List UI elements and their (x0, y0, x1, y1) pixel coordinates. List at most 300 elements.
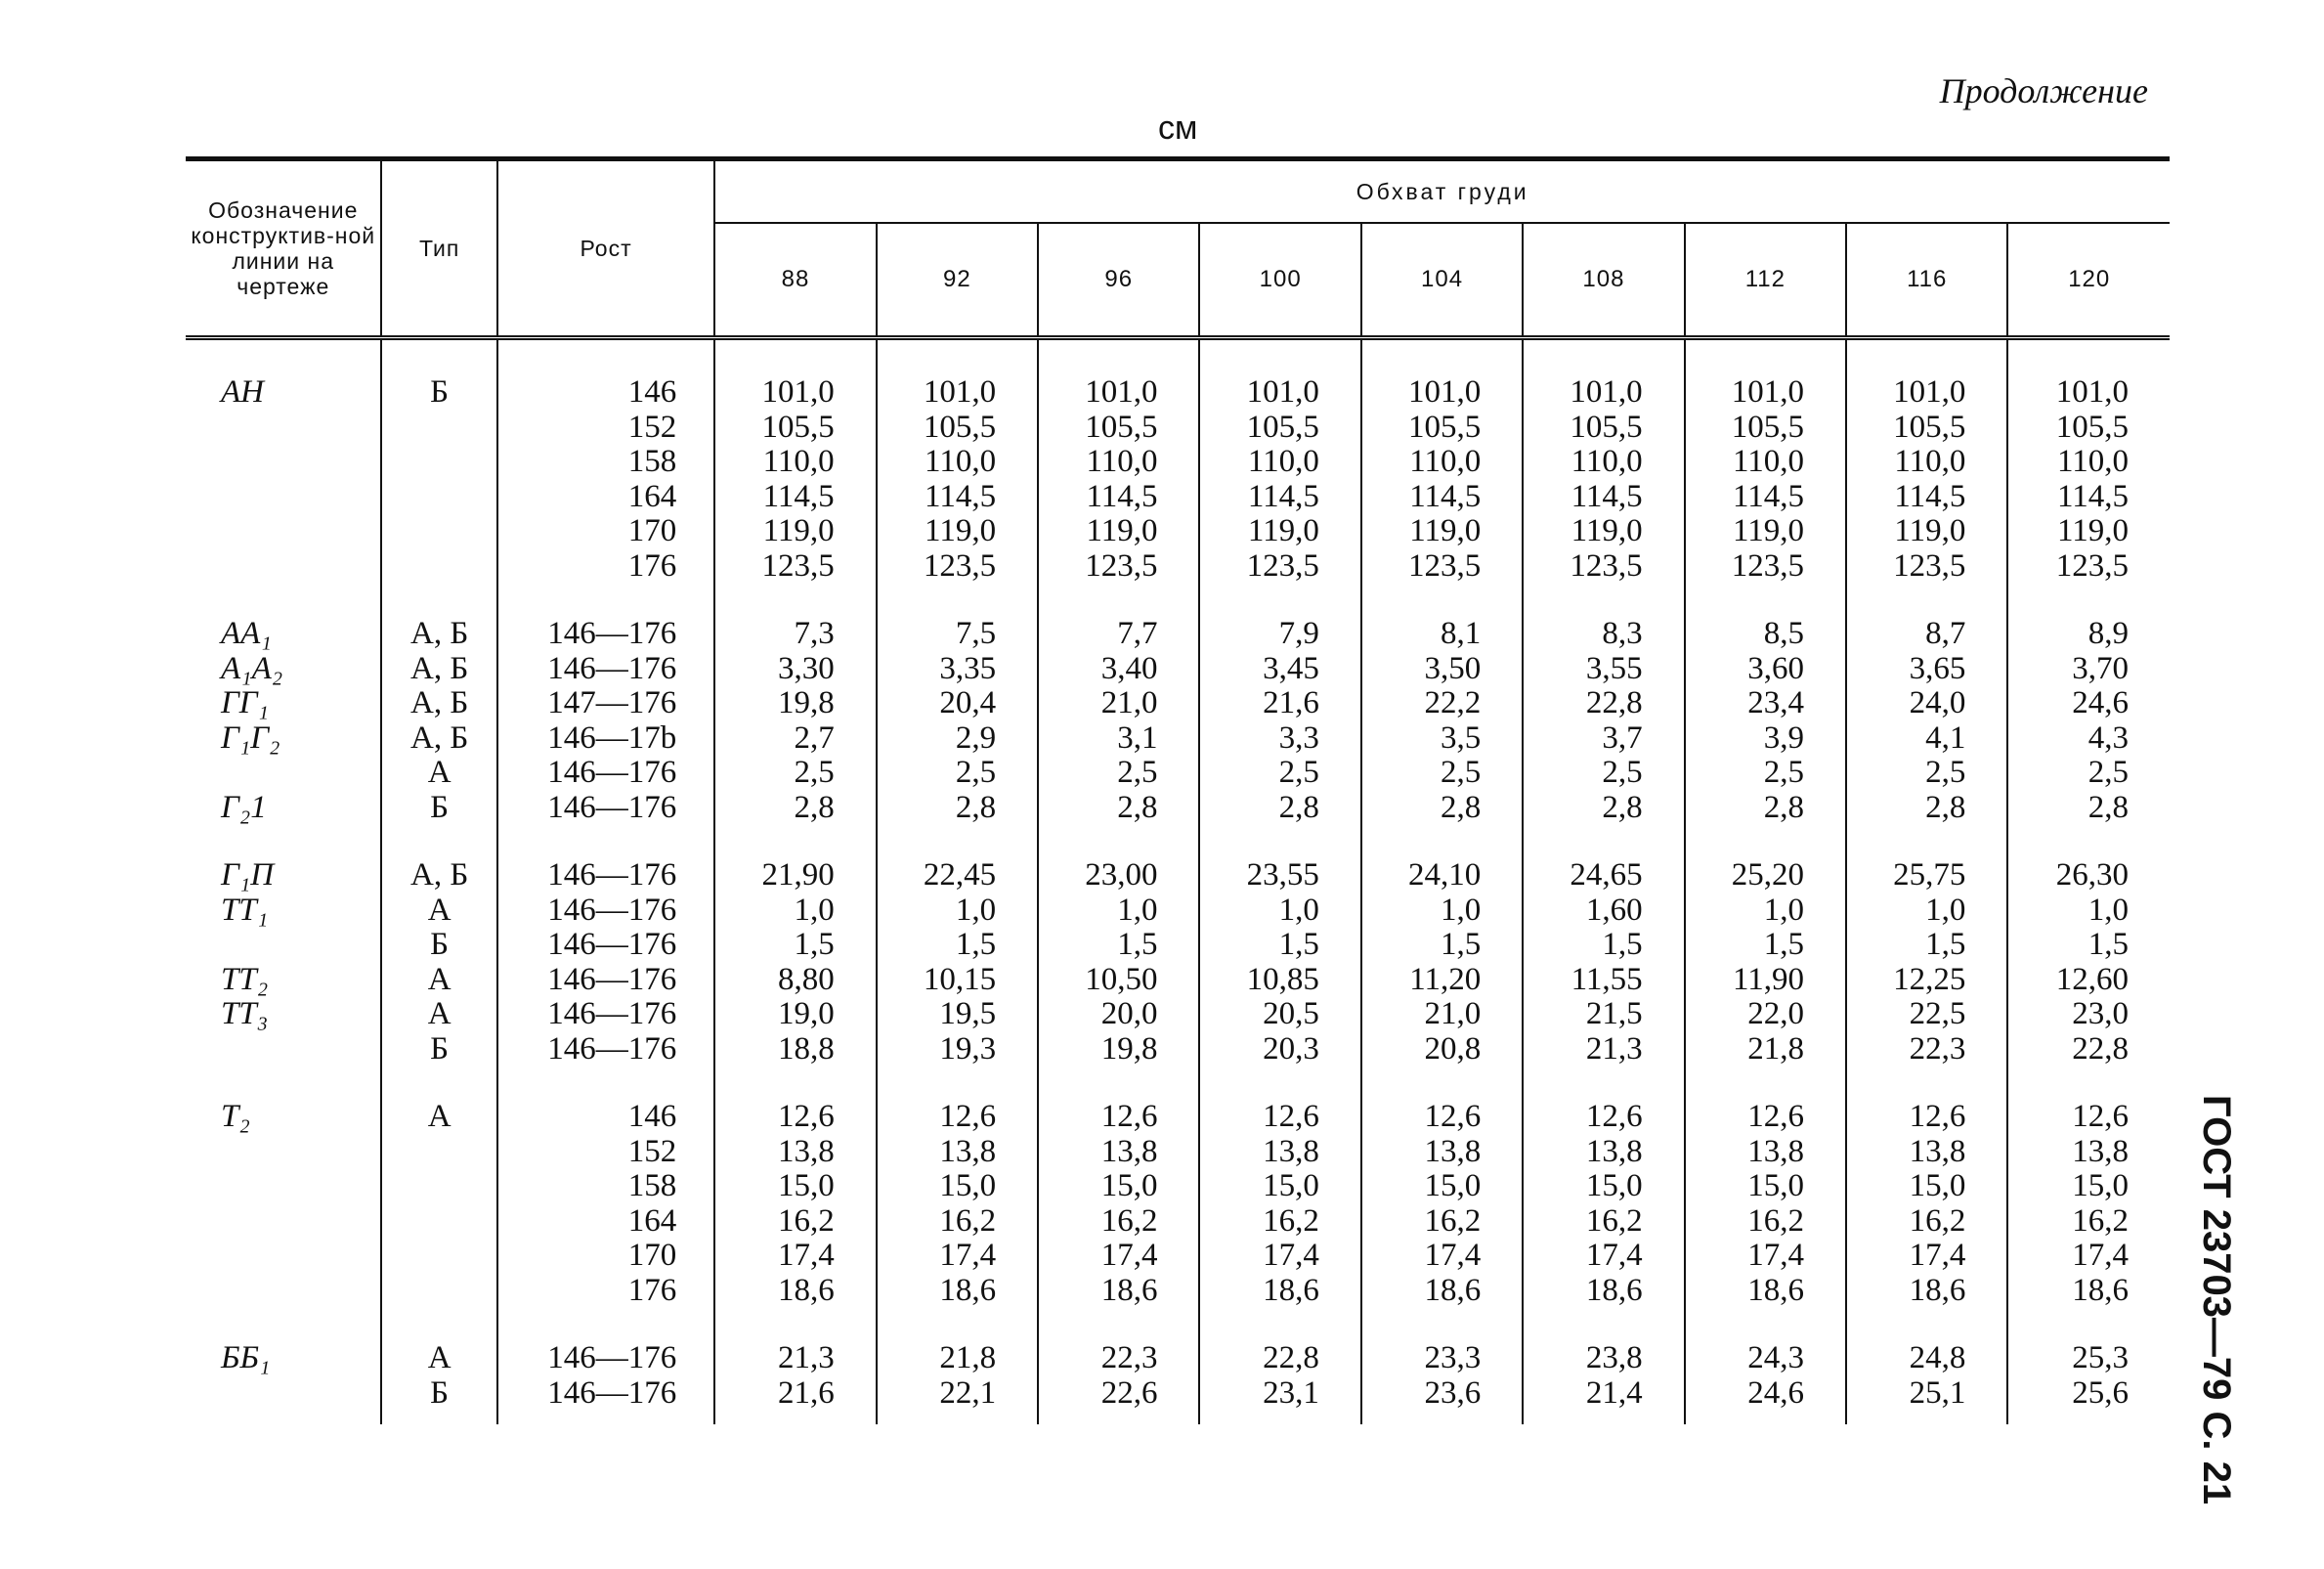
header-type: Тип (381, 159, 496, 338)
cell-height: 158 (497, 445, 715, 480)
cell-value: 1,5 (714, 928, 876, 963)
cell-height: 146—176 (497, 893, 715, 929)
cell-type: Б (381, 928, 496, 963)
cell-value: 22,6 (1038, 1376, 1199, 1425)
cell-value: 110,0 (2007, 445, 2170, 480)
cell-value: 13,8 (1361, 1135, 1523, 1170)
cell-value: 110,0 (1361, 445, 1523, 480)
cell-height: 176 (497, 1274, 715, 1309)
table-row (186, 791, 2170, 826)
table-row (186, 893, 2170, 929)
cell-value: 119,0 (1523, 514, 1684, 549)
cell-type (381, 1274, 496, 1309)
cell-value: 1,0 (877, 893, 1038, 929)
cell-value: 20,4 (877, 686, 1038, 721)
cell-value: 123,5 (1038, 549, 1199, 585)
header-line-designation: Обозначение конструктив-ной линии на чертеже (186, 159, 381, 338)
cell-value: 23,0 (2007, 997, 2170, 1032)
cell-value: 2,9 (877, 721, 1038, 757)
cell-value: 17,4 (1685, 1239, 1846, 1274)
cell-value: 119,0 (2007, 514, 2170, 549)
cell-value: 16,2 (714, 1204, 876, 1240)
cell-value: 21,8 (877, 1308, 1038, 1376)
cell-value: 1,5 (1361, 928, 1523, 963)
cell-value: 24,65 (1523, 825, 1684, 893)
cell-value: 110,0 (714, 445, 876, 480)
cell-value: 20,8 (1361, 1032, 1523, 1068)
cell-type (381, 445, 496, 480)
cell-value: 19,8 (714, 686, 876, 721)
cell-value: 3,7 (1523, 721, 1684, 757)
table-row (186, 1308, 2170, 1376)
cell-line-designation: А₁А₂ (221, 650, 283, 686)
cell-type: Б (381, 1376, 496, 1425)
cell-value: 8,80 (714, 963, 876, 998)
cell-line-designation (186, 445, 381, 480)
cell-value: 18,6 (714, 1274, 876, 1309)
cell-value: 119,0 (1846, 514, 2007, 549)
cell-value: 22,3 (1846, 1032, 2007, 1068)
cell-type: А, Б (381, 721, 496, 757)
cell-height: 164 (497, 480, 715, 515)
cell-value: 15,0 (1846, 1169, 2007, 1204)
cell-value: 119,0 (1038, 514, 1199, 549)
cell-value: 101,0 (1523, 338, 1684, 411)
cell-value: 26,30 (2007, 825, 2170, 893)
cell-value: 8,7 (1846, 584, 2007, 652)
cell-height: 146—176 (497, 928, 715, 963)
table-row (186, 480, 2170, 515)
cell-line-designation (186, 1204, 381, 1240)
cell-value: 1,5 (1523, 928, 1684, 963)
cell-value: 15,0 (1038, 1169, 1199, 1204)
cell-line-designation: ББ₁ (221, 1340, 271, 1375)
cell-height: 146—176 (497, 997, 715, 1032)
table-row (186, 1274, 2170, 1309)
cell-value: 12,6 (1038, 1067, 1199, 1135)
cell-type: Б (381, 791, 496, 826)
cell-value: 2,8 (2007, 791, 2170, 826)
header-chest-size: 108 (1523, 223, 1684, 338)
header-height: Рост (497, 159, 715, 338)
cell-value: 7,3 (714, 584, 876, 652)
cell-type: Б (381, 1032, 496, 1068)
cell-value: 7,9 (1199, 584, 1360, 652)
cell-height: 146—176 (497, 1376, 715, 1425)
cell-value: 101,0 (1685, 338, 1846, 411)
cell-value: 123,5 (1199, 549, 1360, 585)
cell-value: 16,2 (877, 1204, 1038, 1240)
cell-value: 15,0 (1523, 1169, 1684, 1204)
cell-value: 20,0 (1038, 997, 1199, 1032)
header-chest-size: 120 (2007, 223, 2170, 338)
cell-value: 21,5 (1523, 997, 1684, 1032)
cell-type: А (381, 997, 496, 1032)
table-row (186, 997, 2170, 1032)
cell-value: 101,0 (1199, 338, 1360, 411)
cell-value: 4,1 (1846, 721, 2007, 757)
cell-value: 105,5 (1038, 411, 1199, 446)
cell-value: 18,6 (1685, 1274, 1846, 1309)
cell-value: 101,0 (714, 338, 876, 411)
cell-type: А (381, 1067, 496, 1135)
cell-value: 2,5 (2007, 756, 2170, 791)
measurements-table (186, 156, 2170, 1424)
cell-value: 1,0 (1038, 893, 1199, 929)
cell-value: 10,85 (1199, 963, 1360, 998)
cell-value: 24,0 (1846, 686, 2007, 721)
cell-value: 12,6 (714, 1067, 876, 1135)
cell-type: А, Б (381, 652, 496, 687)
cell-value: 23,1 (1199, 1376, 1360, 1425)
cell-value: 24,3 (1685, 1308, 1846, 1376)
header-chest-girth: Обхват груди (714, 159, 2170, 224)
cell-value: 123,5 (1361, 549, 1523, 585)
cell-value: 114,5 (1199, 480, 1360, 515)
cell-value: 16,2 (1361, 1204, 1523, 1240)
cell-value: 16,2 (1846, 1204, 2007, 1240)
cell-value: 15,0 (1685, 1169, 1846, 1204)
cell-value: 114,5 (1523, 480, 1684, 515)
table-row (186, 514, 2170, 549)
cell-value: 13,8 (2007, 1135, 2170, 1170)
cell-value: 17,4 (1199, 1239, 1360, 1274)
table-row (186, 584, 2170, 652)
header-chest-size: 116 (1846, 223, 2007, 338)
cell-value: 3,30 (714, 652, 876, 687)
cell-value: 21,8 (1685, 1032, 1846, 1068)
cell-value: 1,60 (1523, 893, 1684, 929)
cell-value: 1,0 (1199, 893, 1360, 929)
table-row (186, 1376, 2170, 1425)
cell-value: 16,2 (1199, 1204, 1360, 1240)
cell-value: 25,6 (2007, 1376, 2170, 1425)
cell-line-designation: АН (221, 374, 264, 410)
cell-value: 24,6 (2007, 686, 2170, 721)
cell-value: 3,45 (1199, 652, 1360, 687)
cell-value: 18,6 (1038, 1274, 1199, 1309)
cell-value: 110,0 (1199, 445, 1360, 480)
cell-value: 25,1 (1846, 1376, 2007, 1425)
cell-value: 119,0 (877, 514, 1038, 549)
table-row (186, 411, 2170, 446)
cell-value: 7,7 (1038, 584, 1199, 652)
cell-value: 1,0 (1361, 893, 1523, 929)
table-row (186, 686, 2170, 721)
cell-height: 152 (497, 1135, 715, 1170)
cell-value: 114,5 (1846, 480, 2007, 515)
cell-value: 16,2 (1523, 1204, 1684, 1240)
cell-value: 22,8 (1523, 686, 1684, 721)
cell-type: А, Б (381, 584, 496, 652)
cell-height: 146—176 (497, 963, 715, 998)
cell-type: А (381, 756, 496, 791)
cell-value: 18,8 (714, 1032, 876, 1068)
cell-value: 1,5 (2007, 928, 2170, 963)
cell-value: 105,5 (1199, 411, 1360, 446)
cell-value: 101,0 (1846, 338, 2007, 411)
table-row (186, 756, 2170, 791)
cell-value: 22,3 (1038, 1308, 1199, 1376)
cell-height: 146—17b (497, 721, 715, 757)
cell-line-designation: ГГ₁ (221, 685, 270, 720)
table-row (186, 825, 2170, 893)
table-row (186, 963, 2170, 998)
cell-type: А (381, 1308, 496, 1376)
cell-value: 123,5 (877, 549, 1038, 585)
cell-value: 8,1 (1361, 584, 1523, 652)
table-row (186, 1239, 2170, 1274)
cell-value: 4,3 (2007, 721, 2170, 757)
cell-height: 146—176 (497, 584, 715, 652)
cell-value: 17,4 (2007, 1239, 2170, 1274)
cell-value: 12,6 (2007, 1067, 2170, 1135)
cell-value: 114,5 (1361, 480, 1523, 515)
table-row (186, 721, 2170, 757)
cell-value: 3,50 (1361, 652, 1523, 687)
cell-type: Б (381, 338, 496, 411)
header-chest-size: 104 (1361, 223, 1523, 338)
cell-value: 110,0 (1846, 445, 2007, 480)
cell-line-designation (186, 411, 381, 446)
cell-value: 110,0 (877, 445, 1038, 480)
table-row (186, 652, 2170, 687)
table-row (186, 338, 2170, 411)
cell-line-designation (186, 1274, 381, 1309)
cell-line-designation (186, 480, 381, 515)
cell-value: 2,8 (1846, 791, 2007, 826)
cell-value: 22,45 (877, 825, 1038, 893)
cell-value: 23,4 (1685, 686, 1846, 721)
cell-value: 12,6 (1846, 1067, 2007, 1135)
cell-line-designation: Г₂1 (221, 789, 267, 825)
cell-value: 3,35 (877, 652, 1038, 687)
cell-value: 17,4 (1523, 1239, 1684, 1274)
cell-value: 25,20 (1685, 825, 1846, 893)
cell-value: 15,0 (714, 1169, 876, 1204)
cell-value: 19,5 (877, 997, 1038, 1032)
cell-value: 8,3 (1523, 584, 1684, 652)
cell-value: 101,0 (877, 338, 1038, 411)
cell-value: 8,5 (1685, 584, 1846, 652)
cell-height: 164 (497, 1204, 715, 1240)
cell-height: 147—176 (497, 686, 715, 721)
cell-value: 3,65 (1846, 652, 2007, 687)
cell-value: 17,4 (1038, 1239, 1199, 1274)
cell-value: 18,6 (877, 1274, 1038, 1309)
cell-value: 3,40 (1038, 652, 1199, 687)
cell-value: 12,6 (877, 1067, 1038, 1135)
cell-height: 158 (497, 1169, 715, 1204)
cell-value: 21,6 (714, 1376, 876, 1425)
cell-value: 123,5 (1846, 549, 2007, 585)
cell-value: 13,8 (1846, 1135, 2007, 1170)
cell-value: 22,1 (877, 1376, 1038, 1425)
cell-value: 17,4 (877, 1239, 1038, 1274)
cell-value: 3,5 (1361, 721, 1523, 757)
cell-value: 12,6 (1685, 1067, 1846, 1135)
cell-line-designation (186, 1135, 381, 1170)
cell-value: 2,8 (1361, 791, 1523, 826)
cell-line-designation (186, 928, 381, 963)
cell-line-designation (186, 1032, 381, 1068)
cell-type (381, 1135, 496, 1170)
cell-line-designation: Т₂ (221, 1099, 250, 1134)
cell-line-designation: Г₁Г₂ (221, 719, 280, 756)
cell-value: 19,0 (714, 997, 876, 1032)
header-chest-size: 100 (1199, 223, 1360, 338)
cell-value: 3,60 (1685, 652, 1846, 687)
cell-value: 17,4 (714, 1239, 876, 1274)
cell-value: 110,0 (1038, 445, 1199, 480)
header-chest-size: 92 (877, 223, 1038, 338)
cell-value: 2,5 (714, 756, 876, 791)
table-row (186, 1067, 2170, 1135)
cell-value: 23,3 (1361, 1308, 1523, 1376)
cell-value: 17,4 (1361, 1239, 1523, 1274)
cell-value: 11,90 (1685, 963, 1846, 998)
cell-value: 12,60 (2007, 963, 2170, 998)
cell-value: 3,70 (2007, 652, 2170, 687)
cell-line-designation: Г₁П (221, 857, 275, 893)
cell-height: 146—176 (497, 825, 715, 893)
cell-line-designation: АА₁ (221, 616, 272, 651)
cell-value: 3,55 (1523, 652, 1684, 687)
cell-value: 22,8 (2007, 1032, 2170, 1068)
cell-value: 119,0 (1685, 514, 1846, 549)
cell-value: 13,8 (1199, 1135, 1360, 1170)
table-row (186, 1169, 2170, 1204)
cell-value: 1,5 (1199, 928, 1360, 963)
cell-height: 146 (497, 338, 715, 411)
cell-value: 25,75 (1846, 825, 2007, 893)
cell-value: 11,20 (1361, 963, 1523, 998)
cell-value: 123,5 (1523, 549, 1684, 585)
continuation-label: Продолжение (1939, 71, 2148, 110)
cell-value: 23,8 (1523, 1308, 1684, 1376)
cell-value: 2,5 (1685, 756, 1846, 791)
cell-value: 2,8 (1199, 791, 1360, 826)
cell-value: 13,8 (1685, 1135, 1846, 1170)
cell-value: 24,10 (1361, 825, 1523, 893)
cell-value: 23,00 (1038, 825, 1199, 893)
cell-value: 1,5 (1685, 928, 1846, 963)
cell-value: 2,5 (1846, 756, 2007, 791)
cell-value: 13,8 (1038, 1135, 1199, 1170)
cell-line-designation (186, 1169, 381, 1204)
cell-height: 170 (497, 1239, 715, 1274)
cell-value: 21,0 (1361, 997, 1523, 1032)
cell-value: 2,8 (1685, 791, 1846, 826)
cell-value: 1,0 (1846, 893, 2007, 929)
header-chest-size: 88 (714, 223, 876, 338)
cell-value: 114,5 (1685, 480, 1846, 515)
cell-value: 101,0 (2007, 338, 2170, 411)
cell-value: 21,90 (714, 825, 876, 893)
cell-value: 24,6 (1685, 1376, 1846, 1425)
cell-value: 17,4 (1846, 1239, 2007, 1274)
cell-value: 105,5 (1523, 411, 1684, 446)
cell-type (381, 1239, 496, 1274)
cell-value: 1,5 (1846, 928, 2007, 963)
cell-value: 22,2 (1361, 686, 1523, 721)
cell-value: 2,8 (1523, 791, 1684, 826)
cell-value: 15,0 (2007, 1169, 2170, 1204)
unit-label: см (1158, 109, 1198, 147)
cell-line-designation (186, 756, 381, 791)
cell-value: 8,9 (2007, 584, 2170, 652)
cell-value: 114,5 (877, 480, 1038, 515)
cell-height: 146—176 (497, 1032, 715, 1068)
cell-type (381, 1204, 496, 1240)
cell-value: 2,7 (714, 721, 876, 757)
cell-type: А, Б (381, 825, 496, 893)
cell-height: 146—176 (497, 1308, 715, 1376)
cell-value: 13,8 (877, 1135, 1038, 1170)
cell-type: А (381, 893, 496, 929)
cell-type (381, 480, 496, 515)
cell-value: 2,8 (714, 791, 876, 826)
cell-value: 23,6 (1361, 1376, 1523, 1425)
cell-height: 170 (497, 514, 715, 549)
cell-type (381, 549, 496, 585)
cell-height: 146 (497, 1067, 715, 1135)
cell-value: 101,0 (1038, 338, 1199, 411)
cell-value: 2,8 (877, 791, 1038, 826)
cell-value: 20,5 (1199, 997, 1360, 1032)
cell-value: 2,8 (1038, 791, 1199, 826)
cell-value: 15,0 (1361, 1169, 1523, 1204)
cell-value: 19,8 (1038, 1032, 1199, 1068)
cell-type (381, 1169, 496, 1204)
cell-value: 119,0 (1361, 514, 1523, 549)
cell-value: 10,15 (877, 963, 1038, 998)
cell-value: 24,8 (1846, 1308, 2007, 1376)
cell-value: 16,2 (1685, 1204, 1846, 1240)
cell-value: 114,5 (2007, 480, 2170, 515)
cell-value: 12,25 (1846, 963, 2007, 998)
cell-value: 1,0 (2007, 893, 2170, 929)
cell-value: 114,5 (1038, 480, 1199, 515)
cell-value: 119,0 (1199, 514, 1360, 549)
cell-value: 16,2 (1038, 1204, 1199, 1240)
cell-height: 152 (497, 411, 715, 446)
cell-value: 2,5 (877, 756, 1038, 791)
cell-value: 18,6 (2007, 1274, 2170, 1309)
cell-value: 10,50 (1038, 963, 1199, 998)
cell-line-designation (186, 514, 381, 549)
cell-value: 18,6 (1199, 1274, 1360, 1309)
cell-value: 2,5 (1523, 756, 1684, 791)
table-row (186, 1135, 2170, 1170)
cell-value: 18,6 (1523, 1274, 1684, 1309)
cell-value: 1,5 (1038, 928, 1199, 963)
table-row (186, 928, 2170, 963)
cell-height: 176 (497, 549, 715, 585)
cell-value: 7,5 (877, 584, 1038, 652)
cell-type (381, 411, 496, 446)
cell-line-designation: ТТ₃ (221, 996, 269, 1031)
cell-value: 110,0 (1523, 445, 1684, 480)
cell-value: 123,5 (1685, 549, 1846, 585)
cell-value: 22,5 (1846, 997, 2007, 1032)
cell-type: А (381, 963, 496, 998)
cell-value: 1,0 (1685, 893, 1846, 929)
cell-value: 12,6 (1523, 1067, 1684, 1135)
standard-page-label: ГОСТ 23703—79 С. 21 (2195, 1095, 2238, 1505)
cell-value: 123,5 (714, 549, 876, 585)
cell-height: 146—176 (497, 756, 715, 791)
